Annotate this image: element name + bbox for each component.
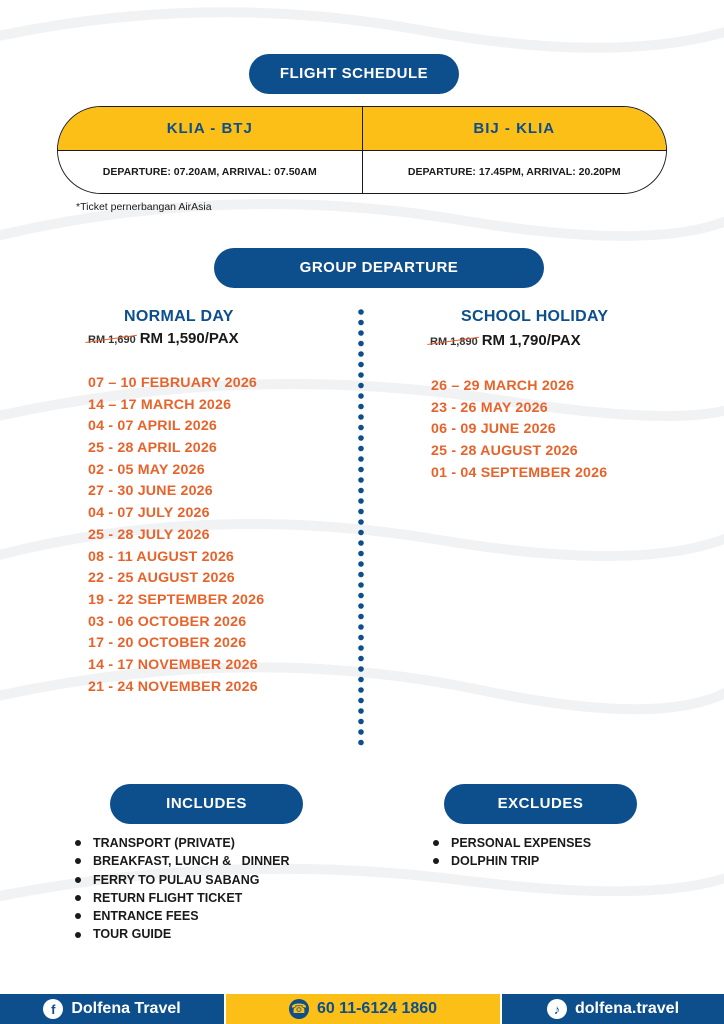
divider-dot [358,645,364,651]
date-item: 02 - 05 MAY 2026 [88,461,205,478]
list-item [75,925,290,943]
facebook-link[interactable] [0,994,226,1024]
divider-dot [358,572,364,578]
times-outbound-cell [58,151,362,193]
divider-dot [358,425,364,431]
list-item [75,889,290,907]
bullet-icon [75,877,81,883]
tiktok-link[interactable] [500,994,724,1024]
date-item: 14 – 17 MARCH 2026 [88,396,232,413]
includes-list [75,834,290,944]
list-item [433,852,591,870]
divider-dot [358,677,364,683]
divider-dot [358,624,364,630]
date-item: 03 - 06 OCTOBER 2026 [88,613,247,630]
divider-dot [358,698,364,704]
divider-dot [358,582,364,588]
divider-dot [358,540,364,546]
route-return-cell [362,107,667,150]
divider-dot [358,656,364,662]
date-item: 27 - 30 JUNE 2026 [88,483,213,500]
bullet-icon [75,895,81,901]
divider-dot [358,708,364,714]
excludes-heading: EXCLUDES [444,784,637,824]
divider-dot [358,519,364,525]
bullet-icon [433,858,439,864]
list-item-text: PERSONAL EXPENSES [451,836,592,850]
facebook-label: Dolfena Travel [71,1000,181,1017]
date-item: 07 – 10 FEBRUARY 2026 [88,375,258,391]
divider-dot [358,362,364,368]
date-item: 25 - 28 JULY 2026 [88,526,210,543]
divider-dot [358,456,364,462]
contact-footer [0,994,724,1024]
divider-dot [358,341,364,347]
bullet-icon [75,913,81,919]
divider-dot [358,551,364,557]
phone-label: 60 11-6124 1860 [316,1000,438,1017]
list-item [75,834,290,852]
tiktok-icon: ♪ [547,999,567,1019]
date-item: 21 - 24 NOVEMBER 2026 [88,678,258,695]
date-item: 01 - 04 SEPTEMBER 2026 [431,464,608,481]
airline-note: *Ticket pernerbangan AirAsia [76,201,212,213]
divider-dot [358,309,364,315]
phone-link[interactable] [226,994,500,1024]
divider-dot [358,740,364,746]
route-outbound-cell [58,107,362,150]
list-item-text: RETURN FLIGHT TICKET [93,890,243,905]
normal-new-price: RM 1,590/PAX [139,330,239,347]
date-item: 25 - 28 AUGUST 2026 [431,443,578,460]
divider-dot [358,383,364,389]
flight-routes-row [58,107,666,151]
date-item: 06 - 09 JUNE 2026 [431,421,556,438]
divider-dot [358,404,364,410]
divider-dot [358,666,364,672]
date-item: 23 - 26 MAY 2026 [431,399,548,416]
list-item [433,834,591,852]
route-return: BIJ - KLIA [473,120,556,137]
flight-schedule-table [57,106,667,194]
list-item-text: DOLPHIN TRIP [451,854,540,869]
times-outbound: DEPARTURE: 07.20AM, ARRIVAL: 07.50AM [102,166,317,178]
school-holiday-dates [431,376,607,484]
list-item-text: TOUR GUIDE [93,927,172,942]
route-outbound: KLIA - BTJ [166,120,253,137]
list-item-text: TRANSPORT (PRIVATE) [93,836,235,850]
group-departure-heading: GROUP DEPARTURE [214,248,544,288]
divider-dot [358,530,364,536]
flight-times-row [58,151,666,193]
column-divider [358,309,364,755]
list-item [75,907,290,925]
tiktok-label: dolfena.travel [574,1000,680,1017]
list-item-text: FERRY TO PULAU SABANG [93,872,260,887]
divider-dot [358,488,364,494]
phone-icon: ☎ [289,999,309,1019]
divider-dot [358,498,364,504]
list-item-text: ENTRANCE FEES [93,909,199,924]
date-item: 26 – 29 MARCH 2026 [431,378,575,394]
date-item: 22 - 25 AUGUST 2026 [88,570,235,587]
list-item [75,871,290,889]
divider-dot [358,435,364,441]
date-item: 17 - 20 OCTOBER 2026 [88,635,247,652]
school-holiday-title: SCHOOL HOLIDAY [461,308,609,325]
divider-dot [358,467,364,473]
times-return: DEPARTURE: 17.45PM, ARRIVAL: 20.20PM [407,166,621,178]
divider-dot [358,719,364,725]
facebook-icon: f [43,999,63,1019]
bullet-icon [75,858,81,864]
school-holiday-price [430,332,581,349]
date-item: 04 - 07 APRIL 2026 [88,418,217,435]
bullet-icon [75,932,81,938]
bullet-icon [75,840,81,846]
holiday-old-price [430,336,478,348]
divider-dot [358,330,364,336]
date-item: 04 - 07 JULY 2026 [88,505,210,522]
divider-dot [358,351,364,357]
holiday-old-price-text: RM 1,890 [430,336,478,348]
divider-dot [358,729,364,735]
date-item: 14 - 17 NOVEMBER 2026 [88,656,258,673]
divider-dot [358,320,364,326]
bullet-icon [433,840,439,846]
divider-dot [358,477,364,483]
divider-dot [358,414,364,420]
divider-dot [358,687,364,693]
divider-dot [358,393,364,399]
divider-dot [358,635,364,641]
divider-dot [358,561,364,567]
divider-dot [358,603,364,609]
normal-day-title: NORMAL DAY [124,308,234,325]
normal-day-dates [88,373,264,698]
divider-dot [358,614,364,620]
holiday-new-price: RM 1,790/PAX [481,332,581,349]
divider-dot [358,509,364,515]
date-item: 19 - 22 SEPTEMBER 2026 [88,591,265,608]
includes-heading: INCLUDES [110,784,303,824]
flight-schedule-heading: FLIGHT SCHEDULE [249,54,459,94]
list-item [75,852,290,870]
divider-dot [358,446,364,452]
times-return-cell [362,151,667,193]
date-item: 25 - 28 APRIL 2026 [88,440,217,457]
list-item-text: BREAKFAST, LUNCH & DINNER [93,854,290,869]
normal-day-price [88,330,239,347]
divider-dot [358,593,364,599]
divider-dot [358,372,364,378]
excludes-list [433,834,591,871]
date-item: 08 - 11 AUGUST 2026 [88,548,235,565]
normal-old-price-text: RM 1,690 [88,334,136,346]
normal-old-price [88,334,136,346]
